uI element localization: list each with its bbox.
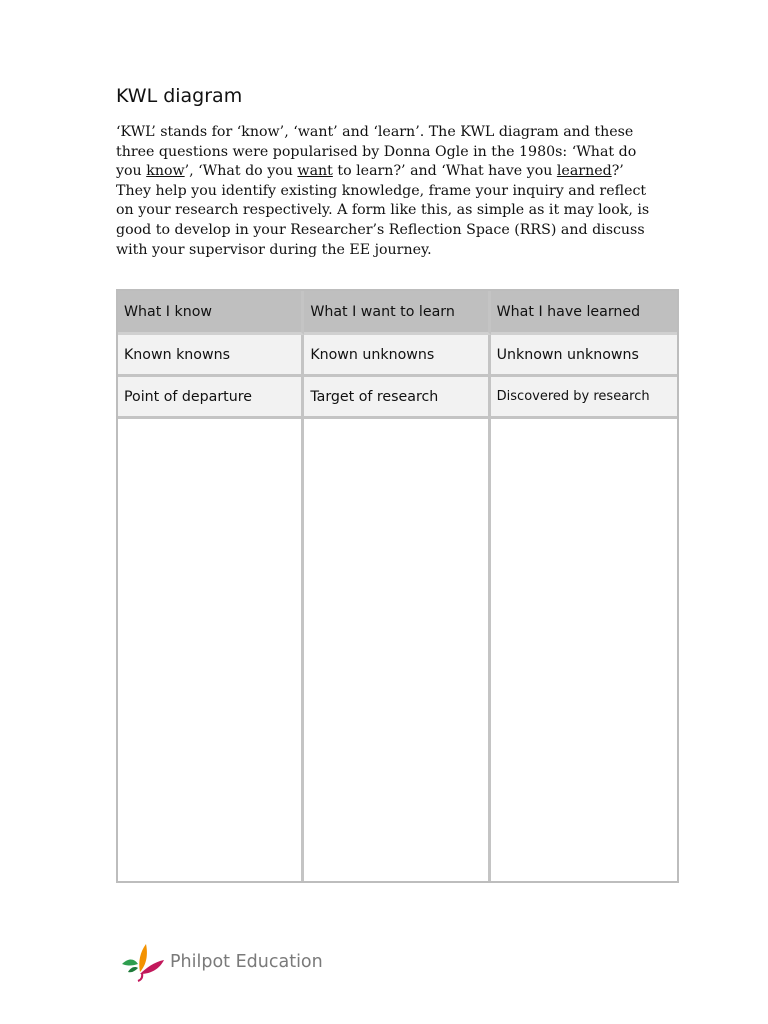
- intro-learned-underlined: learned: [556, 163, 612, 180]
- cell-discovered-by-research: Discovered by research: [491, 377, 677, 419]
- header-want: What I want to learn: [304, 291, 490, 335]
- blank-know-column: [118, 419, 304, 881]
- cell-point-of-departure: Point of departure: [118, 377, 304, 419]
- cell-known-knowns: Known knowns: [118, 335, 304, 377]
- intro-text-4: ?’ They help you identify existing knowledge, frame your inquiry and reflect on your research respectively. A form like this, as simple as it may look, is good to develop in your Researcher’s Reflection Space (RRS) and discuss with your supervisor during the EE journey.: [116, 163, 650, 258]
- footer-logo: [120, 942, 323, 982]
- cell-target-of-research: Target of research: [304, 377, 490, 419]
- blank-want-column: [304, 419, 490, 881]
- intro-paragraph: [116, 123, 656, 260]
- intro-text-3: to learn?’ and ‘What have you: [332, 163, 557, 180]
- intro-text-1: ‘KWL’ stands for ‘know’, ‘want’ and ‘learn’. The KWL diagram and these three questions were popularised by Donna Ogle in the 1980s: ‘What do you: [116, 124, 637, 180]
- cell-known-unknowns: Known unknowns: [304, 335, 490, 377]
- header-learned: What I have learned: [491, 291, 677, 335]
- intro-text-2: ’, ‘What do you: [184, 163, 298, 180]
- kwl-table: [116, 289, 679, 883]
- brand-name: Philpot Education: [170, 952, 323, 972]
- intro-want-underlined: want: [297, 163, 333, 180]
- page-title: KWL diagram: [116, 85, 243, 107]
- intro-know-underlined: know: [146, 163, 185, 180]
- philpot-logo-icon: [120, 942, 166, 982]
- header-know: What I know: [118, 291, 304, 335]
- cell-unknown-unknowns: Unknown unknowns: [491, 335, 677, 377]
- blank-learned-column: [491, 419, 677, 881]
